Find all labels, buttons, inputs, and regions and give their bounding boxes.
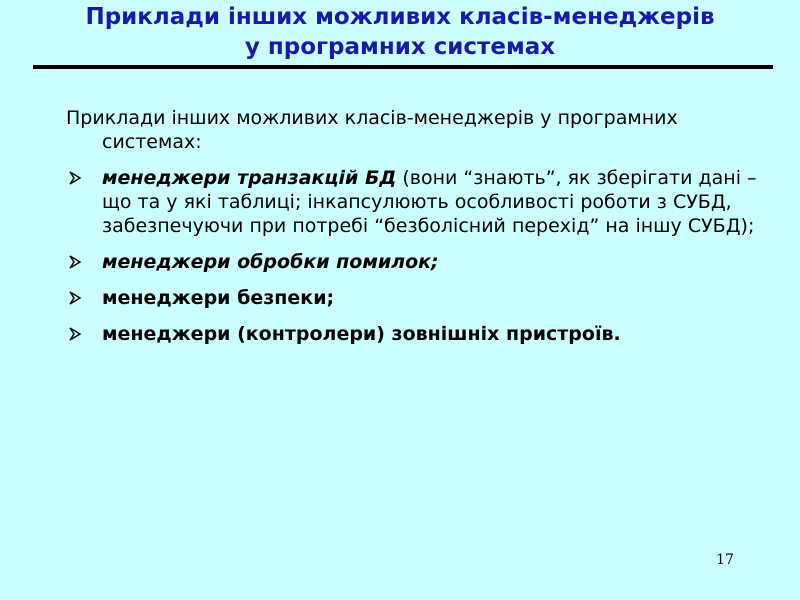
arrow-right-icon — [68, 171, 82, 185]
slide-number: 17 — [716, 552, 734, 568]
slide-title-line-2: у програмних системах — [244, 34, 556, 60]
list-item-security-managers — [66, 286, 766, 310]
title-divider — [33, 65, 773, 69]
list-item-emphasis: менеджери (контролери) зовнішніх пристроїв. — [102, 323, 621, 345]
slide-title — [0, 2, 800, 62]
list-item-text: (вони “знають”, як зберігати дані – що та у які таблиці; інкапсулюють особливості роботи з СУБД, забезпечуючи при потребі “безболісний перехід” на іншу СУБД); — [102, 167, 757, 237]
arrow-right-icon — [68, 327, 82, 341]
slide-body — [66, 106, 766, 358]
arrow-right-icon — [68, 255, 82, 269]
list-item-transaction-managers — [66, 166, 766, 238]
list-item-emphasis: менеджери транзакцій БД — [102, 167, 397, 189]
list-item-emphasis: менеджери обробки помилок; — [102, 251, 439, 273]
list-item-device-managers — [66, 322, 766, 346]
intro-text: Приклади інших можливих класів-менеджерів у програмних системах: — [66, 107, 678, 153]
list-item-error-managers — [66, 250, 766, 274]
slide-title-line-1: Приклади інших можливих класів-менеджерів — [85, 4, 715, 30]
arrow-right-icon — [68, 291, 82, 305]
list-item-emphasis: менеджери безпеки; — [102, 287, 335, 309]
